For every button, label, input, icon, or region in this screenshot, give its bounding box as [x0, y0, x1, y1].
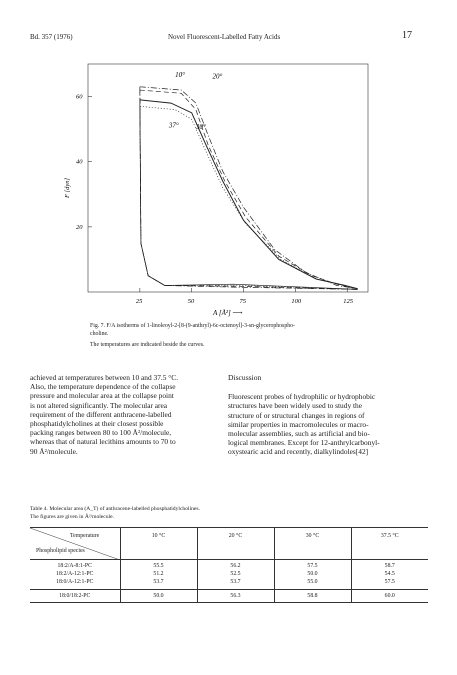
value-cell: 57.5 [384, 578, 395, 585]
figure-caption-line: Fig. 7. F/A isotherms of 1-linoleoyl-2-[8-(9-anthryl)-6c-octenoyl]-3-sn-glycerophospho- [90, 323, 295, 329]
figure-caption-note: The temperatures are indicated beside the curves. [90, 342, 205, 348]
species-cell: 18:2/A-12:1-PC [30, 569, 120, 578]
right-text-column [228, 373, 433, 457]
table-row [30, 578, 428, 589]
value-cell: 58.8 [274, 589, 351, 602]
table-header-row [30, 528, 428, 560]
isotherm-curve [140, 90, 358, 289]
y-tick-label: 20 [76, 223, 83, 231]
figure-caption-line: choline. [90, 331, 109, 337]
table-row [30, 560, 428, 570]
left-text-column [30, 373, 225, 456]
running-header-title: Novel Fluorescent-Labelled Fatty Acids [168, 33, 281, 41]
table-caption [30, 505, 200, 521]
curve-temperature-label: 10° [175, 71, 185, 80]
table-caption-line: Table 4. Molecular area (A_T) of anthracene-labelled phosphatidylcholines. [30, 506, 200, 512]
y-tick-label: 60 [76, 93, 83, 101]
value-cell: 52.5 [197, 569, 274, 578]
table-row [30, 569, 428, 578]
value-cell: 50.0 [274, 569, 351, 578]
value-cell: 53.7 [120, 578, 197, 589]
text-line: packing ranges between 80 to 100 Å²/molecule, [30, 428, 172, 438]
x-tick-label: 50 [187, 298, 195, 305]
species-cell: 18:0/18:2-PC [30, 589, 120, 602]
value-cell: 58.7 [384, 563, 395, 569]
text-line: phosphatidylcholines at their closest possible [30, 419, 164, 429]
value-cell: 57.5 [274, 560, 351, 570]
value-cell: 50.0 [120, 589, 197, 602]
x-axis-label: A [Å²] ⟶ [213, 309, 243, 317]
isotherm-return-branch [140, 87, 358, 290]
isotherm-figure [55, 58, 385, 323]
isotherm-curve [140, 106, 358, 288]
diagonal-bottom-label: Phospholipid species [36, 548, 85, 554]
curve-temperature-label: 20° [212, 72, 223, 81]
running-header-left: Bd. 357 (1976) [30, 33, 73, 41]
text-line: pressure and molecular area at the collapse point [30, 391, 174, 401]
table-caption-line: The figures are given in Å²/molecule. [30, 514, 114, 520]
diagonal-top-label: Temperature [70, 533, 100, 539]
value-cell: 55.5 [120, 560, 197, 570]
value-cell: 53.7 [197, 578, 274, 589]
figure-caption [90, 322, 380, 349]
section-heading: Discussion [228, 373, 262, 382]
x-tick-label: 125 [343, 298, 354, 305]
x-tick-label: 100 [291, 298, 302, 305]
column-header: 37.5 °C [380, 533, 399, 539]
value-cell: 55.0 [274, 578, 351, 589]
text-line: achieved at temperatures between 10 and 37.5 °C. [30, 373, 179, 382]
curve-temperature-label: 37° [168, 121, 179, 130]
text-line: Fluorescent probes of hydrophilic or hydrophobic [228, 392, 376, 402]
text-line: whereas that of natural lecithins amounts to 70 to [30, 437, 176, 447]
text-line: 90 Å²/molecule. [30, 446, 78, 456]
isotherm-return-branch [140, 90, 358, 289]
species-cell: 18:0/A-12:1-PC [30, 578, 120, 589]
text-line: molecular assemblies, such as artificial and bio- [228, 429, 370, 439]
y-axis-label: F [dyn] [64, 177, 71, 198]
text-line: requirement of the different anthracene-labelled [30, 409, 172, 419]
column-header: 10 °C [120, 528, 197, 560]
table-row [30, 589, 428, 602]
curve-temperature-label: 30° [195, 123, 206, 132]
species-cell: 18:2/A-8:1-PC [30, 560, 120, 570]
molecular-area-table [30, 527, 428, 603]
text-line: similar properties in macromolecules or macro- [228, 419, 369, 429]
column-header: 30 °C [274, 528, 351, 560]
diagonal-header-cell [30, 528, 120, 560]
text-line: logical membranes. Except for 12-anthrylcarbonyl- [228, 438, 380, 448]
text-line: structures have been widely used to study the [228, 401, 363, 411]
isotherm-curve [140, 87, 358, 289]
y-tick-label: 40 [76, 158, 83, 166]
value-cell: 56.2 [197, 560, 274, 570]
value-cell: 54.5 [384, 570, 395, 577]
x-tick-label: 75 [239, 298, 247, 305]
text-line: Also, the temperature dependence of the collapse [30, 382, 176, 392]
text-line: structure of or structural changes in regions of [228, 410, 365, 420]
isotherm-return-branch [140, 106, 358, 289]
plot-frame [88, 64, 368, 292]
page-number: 17 [402, 30, 412, 41]
value-cell: 51.2 [120, 569, 197, 578]
column-header: 20 °C [197, 528, 274, 560]
value-cell: 56.3 [197, 589, 274, 602]
value-cell: 60.0 [384, 592, 395, 599]
text-line: is not altered significantly. The molecular area [30, 400, 168, 410]
text-line: oxystearic acid and recently, dialkylindoles[42] [228, 447, 369, 457]
x-tick-label: 25 [135, 298, 143, 305]
